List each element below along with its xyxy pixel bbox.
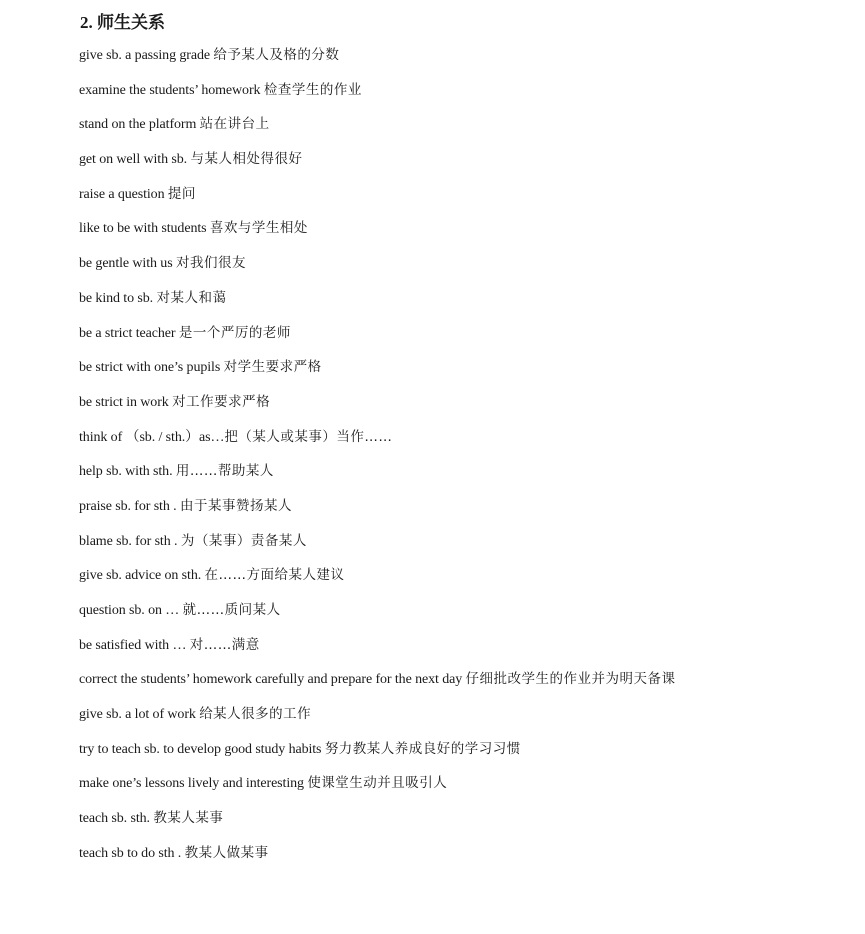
phrase-en: be kind to sb. (79, 290, 157, 306)
phrase-cn: 为（某事）责备某人 (180, 532, 307, 549)
phrase-cn: 在……方面给某人建议 (204, 567, 345, 584)
phrase-item (79, 771, 676, 806)
phrase-cn: 仔细批改学生的作业并为明天备课 (465, 671, 676, 688)
section-title: 师生关系 (97, 13, 165, 32)
phrase-cn: 对某人和蔼 (156, 289, 227, 306)
phrase-cn: 提问 (167, 185, 196, 202)
phrase-cn: 是一个严厉的老师 (178, 324, 291, 341)
phrase-item (79, 43, 676, 78)
phrase-cn: 就……质问某人 (182, 602, 281, 618)
section-number: 2. (80, 13, 93, 32)
phrase-item (79, 286, 676, 321)
phrase-cn: 用……帮助某人 (175, 463, 274, 480)
phrase-item (79, 667, 676, 702)
phrase-en: like to be with students (79, 221, 210, 237)
phrase-cn: 教某人某事 (153, 810, 224, 827)
phrase-en: get on well with sb. (79, 152, 191, 168)
phrase-en: try to teach sb. to develop good study habits (79, 741, 325, 757)
phrase-item (79, 841, 676, 876)
phrase-item (79, 182, 676, 217)
phrase-item (79, 216, 676, 251)
phrase-item (79, 598, 676, 633)
phrase-en: be strict with one’s pupils (79, 360, 224, 376)
phrase-en: stand on the platform (79, 117, 200, 133)
phrase-cn: 喜欢与学生相处 (209, 220, 308, 237)
phrase-item (79, 702, 676, 737)
phrase-cn: 给某人很多的工作 (199, 706, 312, 723)
phrase-en: be strict in work (79, 394, 173, 410)
phrase-en: blame sb. for sth . (79, 533, 181, 549)
phrase-item (79, 390, 676, 425)
phrase-en: think of （sb. / sth.）as… (79, 429, 225, 445)
phrase-en: give sb. a passing grade (79, 48, 214, 63)
phrase-en: teach sb. sth. (79, 811, 154, 827)
phrase-cn: 教某人做某事 (184, 844, 269, 861)
phrase-en: make one’s lessons lively and interesting (79, 776, 308, 792)
phrase-cn: 与某人相处得很好 (190, 151, 303, 168)
phrase-cn: 检查学生的作业 (263, 81, 362, 98)
phrase-en: raise a question (79, 186, 168, 202)
phrase-cn: 对工作要求严格 (172, 393, 271, 410)
phrase-item (79, 633, 676, 668)
phrase-item (79, 78, 676, 113)
phrase-en: be gentle with us (79, 256, 176, 272)
phrase-item (79, 529, 676, 564)
phrase-en: examine the students’ homework (79, 82, 264, 98)
phrase-en: give sb. advice on sth. (79, 568, 205, 584)
phrase-item (79, 112, 676, 147)
phrase-cn: 由于某事赞扬某人 (179, 497, 292, 514)
phrase-item (79, 737, 676, 772)
phrase-en: praise sb. for sth . (79, 498, 180, 514)
phrase-item (79, 355, 676, 390)
phrase-cn: 使课堂生动并且吸引人 (307, 775, 448, 792)
phrase-item (79, 494, 676, 529)
phrase-cn: 把（某人或某事）当作…… (224, 428, 393, 445)
phrase-en: question sb. on … (79, 603, 183, 618)
phrase-item (79, 425, 676, 460)
phrase-cn: 努力教某人养成良好的学习习惯 (324, 740, 521, 757)
phrase-en: correct the students’ homework carefully and prepare for the next day (79, 672, 466, 688)
phrase-item (79, 147, 676, 182)
phrase-cn: 给予某人及格的分数 (213, 47, 340, 63)
phrase-item (79, 459, 676, 494)
phrase-en: help sb. with sth. (79, 464, 176, 480)
phrase-item (79, 806, 676, 841)
phrase-list (79, 43, 676, 876)
phrase-item (79, 321, 676, 356)
phrase-item (79, 251, 676, 286)
section-heading (80, 8, 165, 33)
phrase-cn: 对……满意 (189, 636, 260, 653)
phrase-en: be a strict teacher (79, 325, 179, 341)
phrase-en: give sb. a lot of work (79, 707, 200, 723)
phrase-cn: 对学生要求严格 (223, 359, 322, 376)
phrase-en: teach sb to do sth . (79, 845, 185, 861)
phrase-cn: 对我们很友 (175, 255, 246, 272)
phrase-item (79, 563, 676, 598)
phrase-en: be satisfied with … (79, 637, 190, 653)
phrase-cn: 站在讲台上 (199, 116, 270, 133)
